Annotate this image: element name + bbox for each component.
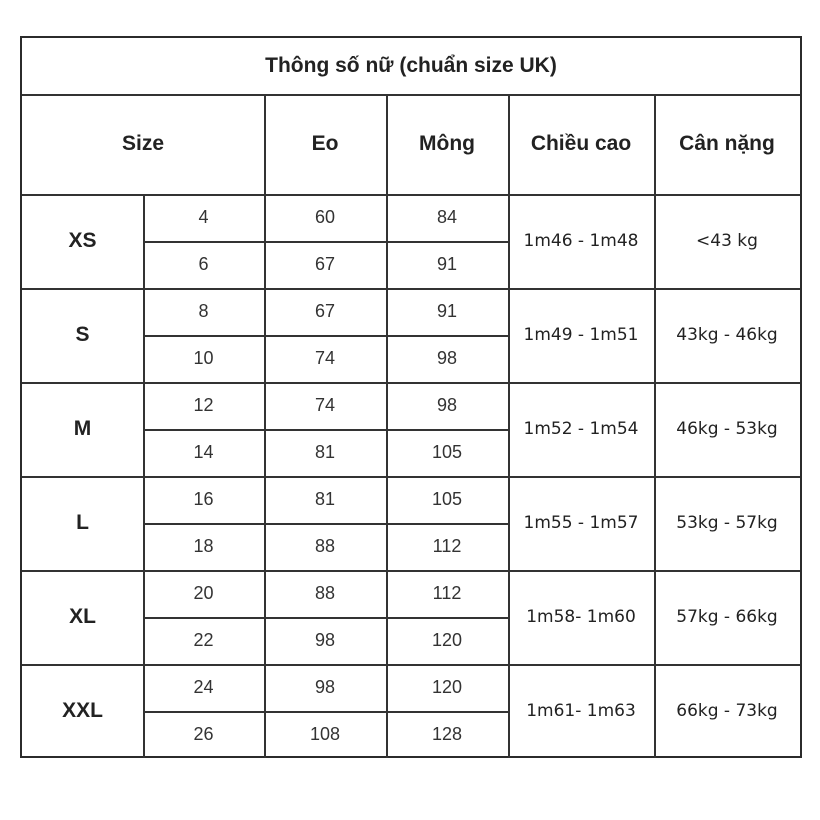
- height-range: 1m46 - 1m48: [523, 231, 639, 251]
- column-divider: [508, 194, 510, 758]
- waist-value: 74: [314, 395, 336, 415]
- table-title: Thông số nữ (chuẩn size UK): [265, 54, 557, 77]
- waist-value: 60: [314, 207, 336, 227]
- header-weight: Cân nặng: [679, 132, 775, 155]
- header-height: Chiều cao: [530, 132, 632, 155]
- weight-range: 43kg - 46kg: [676, 325, 778, 345]
- header-hip: Mông: [419, 132, 475, 155]
- uk-size-value: 8: [198, 301, 209, 321]
- height-range: 1m49 - 1m51: [523, 325, 639, 345]
- uk-size-value: 26: [193, 724, 214, 744]
- column-divider: [654, 194, 656, 758]
- column-divider: [264, 94, 266, 194]
- hip-value: 112: [432, 536, 462, 556]
- height-range: 1m58- 1m60: [526, 607, 636, 627]
- weight-range: <43 kg: [696, 231, 758, 251]
- size-label: XXL: [62, 699, 103, 722]
- hip-value: 105: [431, 489, 463, 509]
- waist-value: 98: [314, 677, 336, 697]
- hip-value: 112: [432, 583, 462, 603]
- header-size: Size: [121, 132, 165, 155]
- waist-value: 67: [314, 301, 336, 321]
- height-range: 1m61- 1m63: [526, 701, 636, 721]
- uk-size-value: 6: [198, 254, 209, 274]
- height-range: 1m52 - 1m54: [523, 419, 639, 439]
- uk-size-value: 12: [193, 395, 214, 415]
- waist-value: 81: [314, 442, 336, 462]
- column-divider: [386, 194, 388, 758]
- size-label: L: [76, 511, 89, 534]
- size-label: XL: [69, 605, 96, 628]
- height-range: 1m55 - 1m57: [523, 513, 639, 533]
- hip-value: 105: [431, 442, 463, 462]
- row-divider: [143, 617, 508, 619]
- uk-size-value: 14: [193, 442, 214, 462]
- hip-value: 120: [431, 630, 463, 650]
- uk-size-value: 22: [193, 630, 214, 650]
- uk-size-value: 4: [198, 207, 209, 227]
- row-divider: [143, 429, 508, 431]
- uk-size-value: 16: [193, 489, 214, 509]
- waist-value: 88: [314, 536, 336, 556]
- row-divider: [143, 335, 508, 337]
- uk-size-value: 24: [193, 677, 214, 697]
- column-divider: [264, 194, 266, 758]
- hip-value: 84: [436, 207, 458, 227]
- row-divider: [143, 523, 508, 525]
- size-label: XS: [68, 229, 97, 252]
- size-label: S: [75, 323, 90, 346]
- row-divider: [143, 241, 508, 243]
- weight-range: 66kg - 73kg: [676, 701, 778, 721]
- uk-size-value: 18: [193, 536, 214, 556]
- waist-value: 67: [314, 254, 336, 274]
- weight-range: 46kg - 53kg: [676, 419, 778, 439]
- hip-value: 91: [436, 254, 458, 274]
- size-label: M: [73, 417, 92, 440]
- column-divider: [508, 94, 510, 194]
- waist-value: 88: [314, 583, 336, 603]
- column-divider: [386, 94, 388, 194]
- header-waist: Eo: [311, 132, 339, 155]
- waist-value: 81: [314, 489, 336, 509]
- uk-size-value: 20: [193, 583, 214, 603]
- waist-value: 108: [309, 724, 341, 744]
- hip-value: 128: [431, 724, 463, 744]
- weight-range: 53kg - 57kg: [676, 513, 778, 533]
- hip-value: 98: [436, 348, 458, 368]
- column-divider: [143, 194, 145, 758]
- hip-value: 91: [436, 301, 458, 321]
- weight-range: 57kg - 66kg: [676, 607, 778, 627]
- hip-value: 98: [436, 395, 458, 415]
- row-divider: [143, 711, 508, 713]
- waist-value: 74: [314, 348, 336, 368]
- column-divider: [654, 94, 656, 194]
- uk-size-value: 10: [193, 348, 214, 368]
- size-chart: [20, 36, 802, 758]
- hip-value: 120: [431, 677, 463, 697]
- waist-value: 98: [314, 630, 336, 650]
